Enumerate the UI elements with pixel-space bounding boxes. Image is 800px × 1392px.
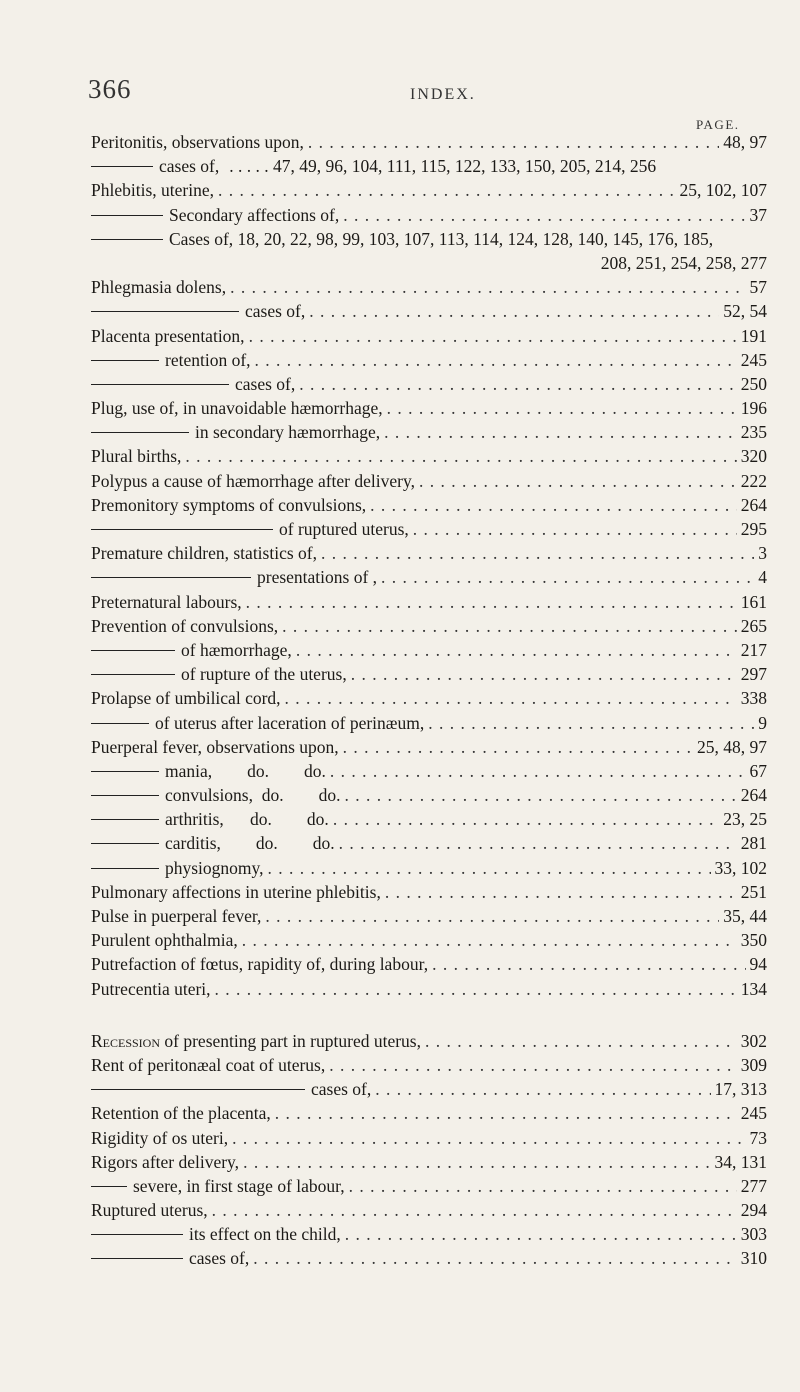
index-entry xyxy=(91,592,767,616)
section-gap xyxy=(91,1003,767,1031)
entry-pages: 161 xyxy=(740,591,767,612)
entry-text: Phlebitis, uterine, xyxy=(91,180,214,201)
index-entry xyxy=(91,543,767,567)
dot-leader xyxy=(321,543,754,564)
entry-text: Putrecentia uteri, xyxy=(91,978,211,999)
entry-pages: 264 xyxy=(740,494,767,515)
index-entry xyxy=(91,1152,767,1176)
ditto-dash xyxy=(91,384,229,385)
index-entry xyxy=(91,495,767,519)
entry-pages: 277 xyxy=(740,1175,767,1196)
entry-text: Prolapse of umbilical cord, xyxy=(91,688,281,709)
index-entry xyxy=(91,688,767,712)
entry-text: severe, in first stage of labour, xyxy=(133,1175,345,1196)
ditto-dash xyxy=(91,1089,305,1090)
entry-pages: 265 xyxy=(740,615,767,636)
dot-leader xyxy=(343,737,693,758)
index-entry xyxy=(91,1079,767,1103)
index-entry xyxy=(91,422,767,446)
dot-leader xyxy=(215,979,737,1000)
index-entry xyxy=(91,156,767,180)
entry-text: Premonitory symptoms of convulsions, xyxy=(91,494,367,515)
index-entry xyxy=(91,1176,767,1200)
entry-text: Plug, use of, in unavoidable hæmorrhage, xyxy=(91,398,383,419)
entry-text: carditis, do. do. xyxy=(165,833,335,854)
dot-leader xyxy=(232,1128,745,1149)
index-entry xyxy=(91,350,767,374)
entry-text: of hæmorrhage, xyxy=(181,639,292,660)
ditto-dash xyxy=(91,868,159,869)
entry-text: arthritis, do. do. xyxy=(165,809,329,830)
index-entry xyxy=(91,1224,767,1248)
entry-text: of uterus after laceration of perinæum, xyxy=(155,712,425,733)
index-group-r xyxy=(91,1031,767,1273)
ditto-dash xyxy=(91,432,189,433)
index-entry xyxy=(91,326,767,350)
index-entry xyxy=(91,1128,767,1152)
dot-leader xyxy=(351,664,737,685)
entry-text: Purulent ophthalmia, xyxy=(91,930,238,951)
entry-text: Pulmonary affections in uterine phlebitis, xyxy=(91,881,381,902)
entry-pages: 350 xyxy=(740,930,767,951)
entry-pages: 251 xyxy=(740,881,767,902)
entry-pages: 309 xyxy=(740,1054,767,1075)
entry-pages: 3 xyxy=(758,543,767,564)
dot-leader xyxy=(349,1176,737,1197)
entry-text: mania, do. do. xyxy=(165,760,326,781)
dot-leader xyxy=(413,519,737,540)
entry-pages: 4 xyxy=(758,567,767,588)
index-entry xyxy=(91,664,767,688)
entry-pages: 17, 313 xyxy=(714,1079,767,1100)
dot-leader xyxy=(343,205,745,226)
entry-text: of rupture of the uterus, xyxy=(181,664,347,685)
dot-leader xyxy=(345,1224,737,1245)
dot-leader xyxy=(242,930,737,951)
ditto-dash xyxy=(91,215,163,216)
dot-leader xyxy=(243,1152,710,1173)
entry-pages: 250 xyxy=(740,373,767,394)
page-number: 366 xyxy=(88,74,132,104)
dot-leader xyxy=(299,374,736,395)
dot-leader xyxy=(265,906,719,927)
dot-leader xyxy=(381,567,754,588)
entry-pages: 303 xyxy=(740,1224,767,1245)
index-entry xyxy=(91,785,767,809)
dot-leader xyxy=(285,688,737,709)
entry-text: Rent of peritonæal coat of uterus, xyxy=(91,1054,326,1075)
entry-text: its effect on the child, xyxy=(189,1224,341,1245)
ditto-dash xyxy=(91,239,163,240)
dot-leader xyxy=(345,785,737,806)
entry-pages: 310 xyxy=(740,1248,767,1269)
ditto-dash xyxy=(91,819,159,820)
dot-leader xyxy=(330,761,746,782)
index-entry xyxy=(91,713,767,737)
entry-text: convulsions, do. do. xyxy=(165,785,341,806)
dot-leader xyxy=(339,833,737,854)
index-entry xyxy=(91,640,767,664)
entry-text: Pulse in puerperal fever, xyxy=(91,906,262,926)
dot-leader xyxy=(333,809,719,830)
ditto-dash xyxy=(91,723,149,724)
entry-pages: 245 xyxy=(740,349,767,370)
entry-pages: 25, 102, 107 xyxy=(679,180,767,201)
entry-text: physiognomy, xyxy=(165,857,264,878)
index-entry xyxy=(91,954,767,978)
entry-pages: 57 xyxy=(749,277,767,298)
dot-leader xyxy=(419,471,737,492)
entry-pages: 297 xyxy=(740,664,767,685)
index-entry xyxy=(91,979,767,1003)
ditto-dash xyxy=(91,771,159,772)
entry-text: cases of, xyxy=(189,1248,250,1269)
entry-pages: 9 xyxy=(758,712,767,733)
entry-pages: 338 xyxy=(740,688,767,709)
ditto-dash xyxy=(91,1186,127,1187)
entry-text: Puerperal fever, observations upon, xyxy=(91,736,339,757)
index-entry xyxy=(91,1103,767,1127)
index-entry xyxy=(91,253,767,277)
entry-text: Secondary affections of, xyxy=(169,204,340,225)
dot-leader xyxy=(432,954,745,975)
entry-text: cases of, xyxy=(245,301,306,322)
dot-leader xyxy=(218,180,676,201)
entry-pages: 245 xyxy=(740,1103,767,1124)
entry-pages: 37 xyxy=(749,204,767,225)
entry-text: Putrefaction of fœtus, rapidity of, during labour, xyxy=(91,954,429,975)
entry-pages: 35, 44 xyxy=(723,906,767,926)
dot-leader xyxy=(308,132,719,153)
dot-leader xyxy=(255,350,737,371)
ditto-dash xyxy=(91,1258,183,1259)
index-entry xyxy=(91,180,767,204)
ditto-dash xyxy=(91,843,159,844)
running-header: INDEX. xyxy=(410,86,476,103)
ditto-dash xyxy=(91,166,153,167)
entry-pages: 48, 97 xyxy=(723,132,767,152)
entry-text: Preternatural labours, xyxy=(91,591,242,612)
entry-text: Retention of the placenta, xyxy=(91,1103,271,1124)
entry-pages: 295 xyxy=(740,519,767,539)
entry-pages: 52, 54 xyxy=(723,301,767,322)
index-entry xyxy=(91,809,767,833)
dot-leader xyxy=(375,1079,710,1100)
entry-pages: 235 xyxy=(740,422,767,443)
dot-leader xyxy=(275,1103,737,1124)
entry-pages: 320 xyxy=(740,446,767,467)
entry-pages: 191 xyxy=(740,325,767,346)
entry-pages: 73 xyxy=(749,1127,767,1148)
ditto-dash xyxy=(91,360,159,361)
entry-text: Rigors after delivery, xyxy=(91,1151,240,1172)
ditto-dash xyxy=(91,577,251,578)
entry-text: cases of, xyxy=(159,156,220,177)
entry-pages: 217 xyxy=(740,639,767,660)
index-entry xyxy=(91,1200,767,1224)
ditto-dash xyxy=(91,650,175,651)
entry-text: in secondary hæmorrhage, xyxy=(195,422,381,443)
ditto-dash xyxy=(91,311,239,312)
ditto-dash xyxy=(91,1234,183,1235)
dot-leader xyxy=(387,398,737,419)
entry-pages: 264 xyxy=(740,785,767,806)
entry-pages: 23, 25 xyxy=(723,809,767,830)
entry-text: retention of, xyxy=(165,349,251,370)
index-entry xyxy=(91,471,767,495)
index-entry xyxy=(91,1248,767,1272)
entry-text: Polypus a cause of hæmorrhage after delivery, xyxy=(91,470,415,491)
entry-pages: 67 xyxy=(749,760,767,781)
entry-inline-pages: . . . . . 47, 49, 96, 104, 111, 115, 122, 133, 150, 205, 214, 256 xyxy=(229,156,657,177)
entry-text: of ruptured uterus, xyxy=(279,519,409,539)
index-group-p xyxy=(91,132,767,1003)
entry-text: Ruptured uterus, xyxy=(91,1200,208,1221)
dot-leader xyxy=(370,495,737,516)
index-entry xyxy=(91,205,767,229)
dot-leader xyxy=(309,301,719,322)
entry-text: Recession of presenting part in ruptured uterus, xyxy=(91,1030,421,1051)
entry-text: Premature children, statistics of, xyxy=(91,543,317,564)
dot-leader xyxy=(385,882,737,903)
entry-text: Cases of, 18, 20, 22, 98, 99, 103, 107, 113, 114, 124, 128, 140, 145, 176, 185, xyxy=(169,228,714,249)
index-entry xyxy=(91,882,767,906)
index-entry xyxy=(91,833,767,857)
entry-pages: 302 xyxy=(740,1030,767,1051)
index-entry xyxy=(91,737,767,761)
dot-leader xyxy=(246,592,737,613)
index-entry xyxy=(91,1055,767,1079)
entry-pages: 94 xyxy=(749,954,767,975)
ditto-dash xyxy=(91,674,175,675)
dot-leader xyxy=(329,1055,737,1076)
index-entry xyxy=(91,930,767,954)
entry-pages: 33, 102 xyxy=(714,857,767,878)
entry-text: Prevention of convulsions, xyxy=(91,615,279,636)
index-entry xyxy=(91,1031,767,1055)
index-entry xyxy=(91,906,767,930)
dot-leader xyxy=(384,422,737,443)
ditto-dash xyxy=(91,529,273,530)
index-entry xyxy=(91,229,767,253)
entry-text: cases of, xyxy=(235,373,296,394)
dot-leader xyxy=(212,1200,737,1221)
entry-text: cases of, xyxy=(311,1079,372,1100)
index-entry xyxy=(91,132,767,156)
entry-pages: 25, 48, 97 xyxy=(697,736,767,757)
entry-text: Phlegmasia dolens, xyxy=(91,277,227,298)
entry-text: 208, 251, 254, 258, 277 xyxy=(600,252,767,273)
index-entry xyxy=(91,519,767,543)
dot-leader xyxy=(282,616,737,637)
entry-text: presentations of , xyxy=(257,567,378,588)
index-entry xyxy=(91,398,767,422)
index-entry xyxy=(91,446,767,470)
entry-text: Plural births, xyxy=(91,446,182,467)
entry-text: Rigidity of os uteri, xyxy=(91,1127,229,1148)
dot-leader xyxy=(268,858,711,879)
entry-text: Placenta presentation, xyxy=(91,325,245,346)
dot-leader xyxy=(253,1248,736,1269)
dot-leader xyxy=(296,640,737,661)
entry-text: Peritonitis, observations upon, xyxy=(91,132,304,152)
index-entry xyxy=(91,374,767,398)
ditto-dash xyxy=(91,795,159,796)
index-entry xyxy=(91,858,767,882)
entry-pages: 294 xyxy=(740,1200,767,1221)
entry-pages: 196 xyxy=(740,398,767,419)
dot-leader xyxy=(185,446,736,467)
index-entry xyxy=(91,616,767,640)
entry-pages: 34, 131 xyxy=(714,1151,767,1172)
index-entries xyxy=(91,132,767,1273)
dot-leader xyxy=(249,326,737,347)
entry-pages: 134 xyxy=(740,978,767,999)
entry-pages: 281 xyxy=(740,833,767,854)
index-entry xyxy=(91,277,767,301)
dot-leader xyxy=(230,277,745,298)
dot-leader xyxy=(428,713,754,734)
entry-pages: 222 xyxy=(740,470,767,491)
index-entry xyxy=(91,761,767,785)
index-entry xyxy=(91,301,767,325)
index-entry xyxy=(91,567,767,591)
page-column-label: PAGE. xyxy=(696,117,740,132)
dot-leader xyxy=(425,1031,737,1052)
